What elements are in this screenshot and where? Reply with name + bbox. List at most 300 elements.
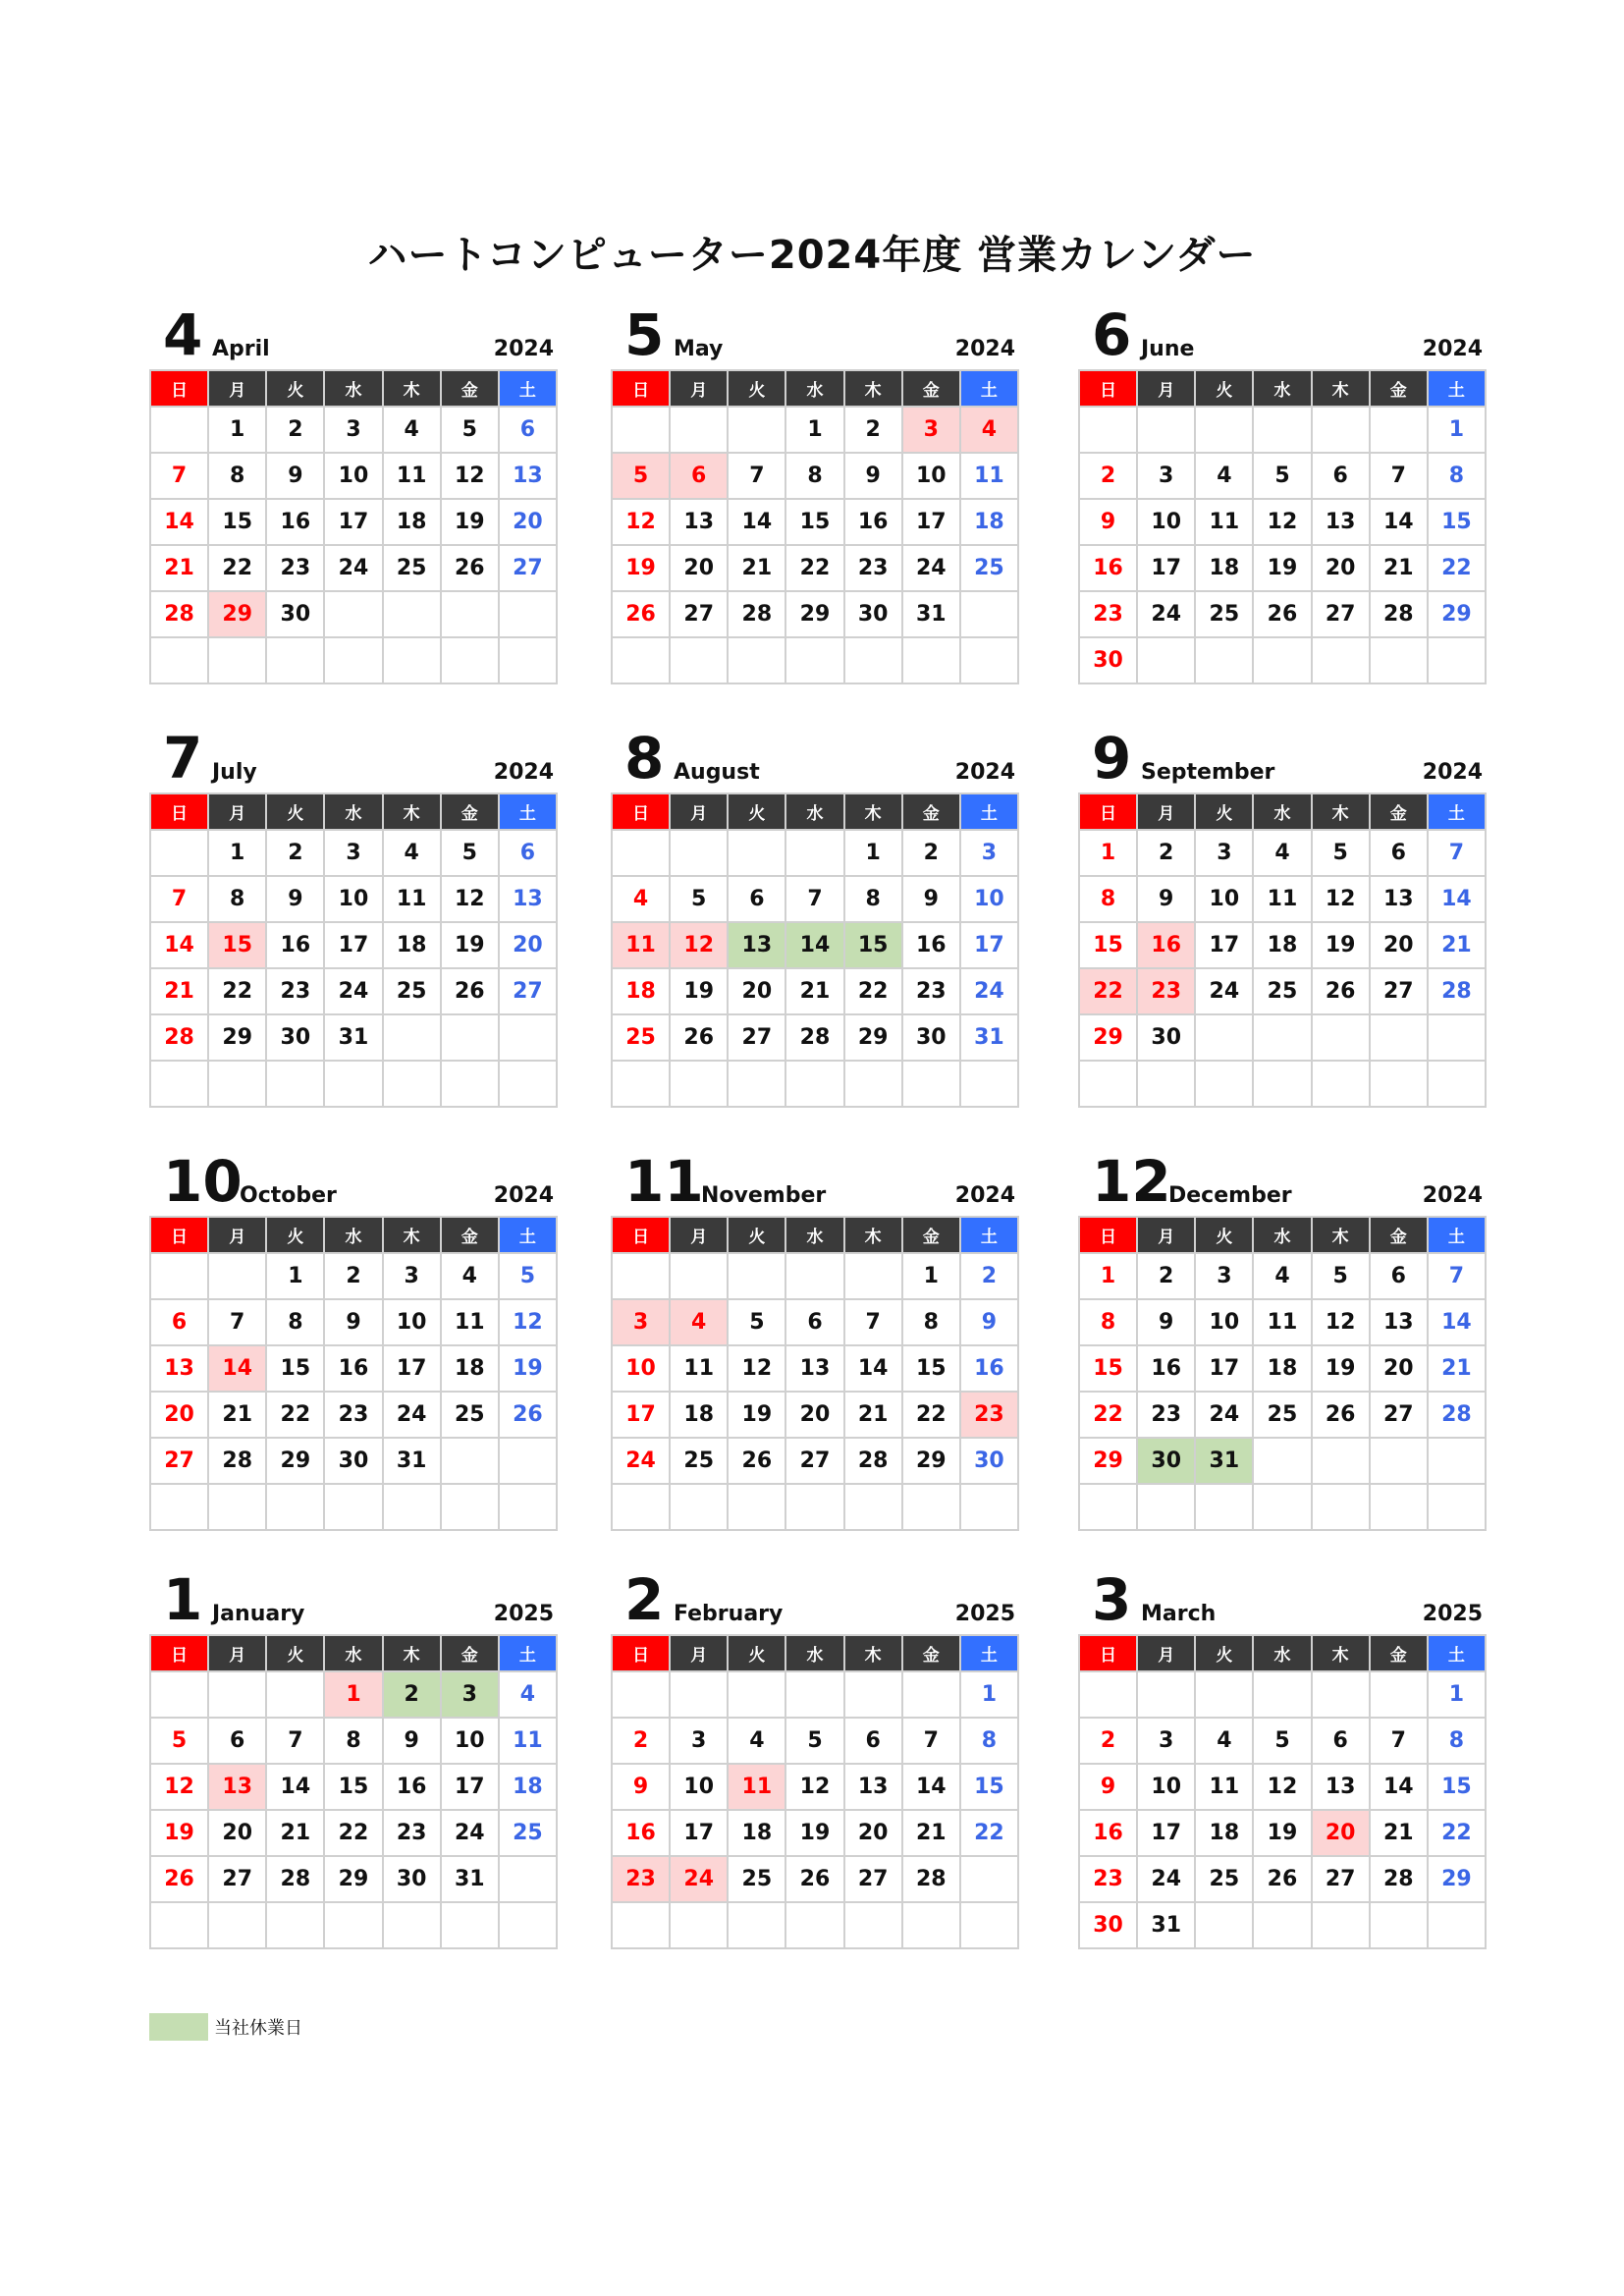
week-row: [1079, 1345, 1486, 1392]
weekday-header: 水: [324, 370, 382, 407]
day-cell: 2: [960, 1253, 1018, 1299]
day-cell: 11: [499, 1718, 557, 1764]
day-cell: 10: [902, 453, 960, 499]
empty-cell: [441, 637, 499, 683]
weekday-header: 土: [960, 370, 1018, 407]
empty-cell: [670, 1253, 728, 1299]
empty-cell: [499, 1438, 557, 1484]
day-cell: 6: [844, 1718, 902, 1764]
empty-cell: [612, 1061, 670, 1107]
day-cell: 15: [844, 922, 902, 968]
week-row: [612, 407, 1018, 453]
weekday-header: 金: [902, 1217, 960, 1253]
empty-cell: [1253, 1014, 1311, 1061]
day-cell: 6: [208, 1718, 266, 1764]
month-header: [1078, 1559, 1487, 1634]
empty-cell: [383, 1014, 441, 1061]
day-cell: 9: [324, 1299, 382, 1345]
day-cell: 1: [844, 830, 902, 876]
day-cell: 20: [1370, 922, 1428, 968]
day-cell: 14: [1428, 1299, 1486, 1345]
day-cell: 7: [150, 453, 208, 499]
day-cell: 20: [499, 499, 557, 545]
day-cell: 2: [266, 407, 324, 453]
month-number: 12: [1092, 1148, 1171, 1215]
day-cell: 11: [670, 1345, 728, 1392]
day-cell: 21: [785, 968, 843, 1014]
week-row: [1079, 1671, 1486, 1718]
week-row: [612, 1345, 1018, 1392]
empty-cell: [1428, 1014, 1486, 1061]
day-cell: 30: [324, 1438, 382, 1484]
day-cell: 12: [728, 1345, 785, 1392]
month-header: [1078, 718, 1487, 793]
empty-cell: [1312, 1902, 1370, 1948]
weekday-header: 水: [324, 1217, 382, 1253]
empty-cell: [383, 591, 441, 637]
month-year: 2024: [954, 337, 1015, 361]
weekday-header: 水: [1253, 1635, 1311, 1671]
day-cell: 21: [1370, 1810, 1428, 1856]
day-cell: 8: [1079, 876, 1137, 922]
empty-cell: [612, 1671, 670, 1718]
weekday-header: 金: [902, 1635, 960, 1671]
day-cell: 22: [1428, 1810, 1486, 1856]
week-row: [612, 830, 1018, 876]
week-row: [612, 637, 1018, 683]
day-cell: 5: [670, 876, 728, 922]
weekday-header: 水: [1253, 370, 1311, 407]
empty-cell: [1312, 1671, 1370, 1718]
day-cell: 21: [1370, 545, 1428, 591]
week-row: [612, 1392, 1018, 1438]
day-cell: 23: [1137, 1392, 1195, 1438]
day-cell: 10: [1195, 876, 1253, 922]
day-cell: 5: [785, 1718, 843, 1764]
day-cell: 5: [612, 453, 670, 499]
empty-cell: [1137, 637, 1195, 683]
month-header: [611, 1559, 1019, 1634]
empty-cell: [150, 1902, 208, 1948]
day-cell: 26: [441, 968, 499, 1014]
empty-cell: [266, 1484, 324, 1530]
day-cell: 22: [208, 968, 266, 1014]
day-cell: 7: [150, 876, 208, 922]
weekday-header: 金: [441, 793, 499, 830]
weekday-header: 日: [612, 1635, 670, 1671]
day-cell: 18: [612, 968, 670, 1014]
empty-cell: [208, 1061, 266, 1107]
day-cell: 12: [670, 922, 728, 968]
empty-cell: [785, 1253, 843, 1299]
weekday-header: 木: [1312, 370, 1370, 407]
empty-cell: [208, 1253, 266, 1299]
day-cell: 10: [1137, 1764, 1195, 1810]
day-cell: 9: [383, 1718, 441, 1764]
weekday-header: 月: [670, 1635, 728, 1671]
day-cell: 12: [150, 1764, 208, 1810]
weekday-header: 月: [208, 1635, 266, 1671]
empty-cell: [150, 407, 208, 453]
day-cell: 27: [785, 1438, 843, 1484]
day-cell: 19: [441, 499, 499, 545]
day-cell: 9: [266, 453, 324, 499]
day-cell: 20: [208, 1810, 266, 1856]
month-november: [611, 1141, 1019, 1531]
day-cell: 9: [266, 876, 324, 922]
week-row: [612, 499, 1018, 545]
day-cell: 27: [1312, 1856, 1370, 1902]
weekday-header: 月: [208, 370, 266, 407]
day-cell: 3: [324, 830, 382, 876]
weekday-header: 金: [902, 370, 960, 407]
empty-cell: [785, 1671, 843, 1718]
day-cell: 17: [383, 1345, 441, 1392]
week-row: [150, 637, 557, 683]
day-cell: 15: [208, 922, 266, 968]
day-cell: 30: [383, 1856, 441, 1902]
empty-cell: [383, 1484, 441, 1530]
month-table: [149, 1634, 558, 1949]
day-cell: 27: [728, 1014, 785, 1061]
empty-cell: [785, 1061, 843, 1107]
weekday-header: 土: [1428, 1217, 1486, 1253]
day-cell: 15: [266, 1345, 324, 1392]
weekday-header-row: [612, 1217, 1018, 1253]
weekday-header: 水: [785, 1217, 843, 1253]
month-year: 2025: [1422, 1602, 1483, 1626]
day-cell: 9: [902, 876, 960, 922]
month-number: 8: [624, 725, 665, 792]
day-cell: 18: [1195, 1810, 1253, 1856]
day-cell: 8: [208, 876, 266, 922]
week-row: [612, 591, 1018, 637]
week-row: [150, 407, 557, 453]
day-cell: 6: [1312, 1718, 1370, 1764]
day-cell: 1: [1079, 1253, 1137, 1299]
day-cell: 4: [728, 1718, 785, 1764]
day-cell: 29: [1428, 1856, 1486, 1902]
page-title: ハートコンピューター2024年度 営業カレンダー: [367, 233, 1257, 278]
day-cell: 22: [785, 545, 843, 591]
week-row: [612, 876, 1018, 922]
day-cell: 16: [383, 1764, 441, 1810]
month-name: May: [674, 337, 724, 361]
day-cell: 10: [441, 1718, 499, 1764]
day-cell: 24: [902, 545, 960, 591]
day-cell: 28: [1370, 591, 1428, 637]
weekday-header: 木: [383, 1217, 441, 1253]
day-cell: 15: [324, 1764, 382, 1810]
day-cell: 3: [1195, 1253, 1253, 1299]
day-cell: 3: [670, 1718, 728, 1764]
day-cell: 17: [902, 499, 960, 545]
day-cell: 28: [844, 1438, 902, 1484]
day-cell: 17: [960, 922, 1018, 968]
day-cell: 1: [1428, 1671, 1486, 1718]
legend: [149, 2013, 302, 2041]
month-table: [149, 369, 558, 684]
day-cell: 20: [844, 1810, 902, 1856]
month-number: 10: [163, 1148, 243, 1215]
empty-cell: [960, 1856, 1018, 1902]
day-cell: 10: [324, 453, 382, 499]
day-cell: 24: [960, 968, 1018, 1014]
day-cell: 22: [1079, 968, 1137, 1014]
day-cell: 7: [728, 453, 785, 499]
day-cell: 25: [1253, 968, 1311, 1014]
weekday-header: 土: [960, 793, 1018, 830]
empty-cell: [960, 637, 1018, 683]
week-row: [150, 1392, 557, 1438]
day-cell: 19: [1312, 922, 1370, 968]
day-cell: 19: [1253, 545, 1311, 591]
empty-cell: [324, 1061, 382, 1107]
day-cell: 20: [670, 545, 728, 591]
day-cell: 30: [960, 1438, 1018, 1484]
week-row: [1079, 830, 1486, 876]
month-table: [611, 1634, 1019, 1949]
weekday-header: 火: [728, 1635, 785, 1671]
empty-cell: [670, 1671, 728, 1718]
day-cell: 15: [208, 499, 266, 545]
weekday-header: 土: [1428, 1635, 1486, 1671]
month-header: [149, 1559, 558, 1634]
day-cell: 14: [902, 1764, 960, 1810]
day-cell: 22: [1428, 545, 1486, 591]
day-cell: 6: [499, 407, 557, 453]
day-cell: 2: [324, 1253, 382, 1299]
month-may: [611, 295, 1019, 684]
day-cell: 11: [383, 876, 441, 922]
weekday-header: 火: [266, 793, 324, 830]
day-cell: 3: [902, 407, 960, 453]
week-row: [150, 1671, 557, 1718]
week-row: [150, 922, 557, 968]
day-cell: 7: [844, 1299, 902, 1345]
empty-cell: [1195, 1902, 1253, 1948]
weekday-header: 日: [1079, 793, 1137, 830]
day-cell: 8: [324, 1718, 382, 1764]
month-name: December: [1168, 1183, 1292, 1208]
weekday-header: 金: [441, 1217, 499, 1253]
empty-cell: [150, 1253, 208, 1299]
day-cell: 28: [1428, 968, 1486, 1014]
week-row: [612, 1014, 1018, 1061]
empty-cell: [1428, 1902, 1486, 1948]
day-cell: 8: [266, 1299, 324, 1345]
week-row: [150, 1764, 557, 1810]
day-cell: 30: [1137, 1438, 1195, 1484]
day-cell: 14: [1428, 876, 1486, 922]
day-cell: 6: [499, 830, 557, 876]
day-cell: 13: [1370, 1299, 1428, 1345]
day-cell: 17: [324, 499, 382, 545]
day-cell: 11: [1253, 1299, 1311, 1345]
empty-cell: [902, 1671, 960, 1718]
empty-cell: [441, 1061, 499, 1107]
empty-cell: [785, 1902, 843, 1948]
day-cell: 23: [902, 968, 960, 1014]
empty-cell: [1370, 1484, 1428, 1530]
day-cell: 4: [1253, 1253, 1311, 1299]
empty-cell: [844, 1061, 902, 1107]
day-cell: 19: [1312, 1345, 1370, 1392]
day-cell: 9: [1137, 1299, 1195, 1345]
day-cell: 6: [150, 1299, 208, 1345]
day-cell: 30: [1079, 637, 1137, 683]
day-cell: 9: [612, 1764, 670, 1810]
day-cell: 4: [383, 830, 441, 876]
day-cell: 2: [612, 1718, 670, 1764]
week-row: [612, 1902, 1018, 1948]
day-cell: 1: [1428, 407, 1486, 453]
week-row: [1079, 637, 1486, 683]
day-cell: 1: [208, 407, 266, 453]
empty-cell: [1079, 1061, 1137, 1107]
month-table: [149, 793, 558, 1108]
day-cell: 22: [960, 1810, 1018, 1856]
month-number: 3: [1092, 1566, 1132, 1633]
empty-cell: [1428, 1061, 1486, 1107]
day-cell: 22: [1079, 1392, 1137, 1438]
empty-cell: [902, 1902, 960, 1948]
empty-cell: [499, 637, 557, 683]
month-february: [611, 1559, 1019, 1949]
day-cell: 13: [785, 1345, 843, 1392]
week-row: [150, 968, 557, 1014]
day-cell: 16: [266, 499, 324, 545]
day-cell: 26: [499, 1392, 557, 1438]
weekday-header-row: [612, 1635, 1018, 1671]
day-cell: 7: [266, 1718, 324, 1764]
day-cell: 13: [1370, 876, 1428, 922]
empty-cell: [728, 1061, 785, 1107]
month-number: 11: [624, 1148, 704, 1215]
empty-cell: [1370, 1902, 1428, 1948]
weekday-header: 日: [612, 370, 670, 407]
weekday-header: 火: [728, 370, 785, 407]
day-cell: 16: [1137, 1345, 1195, 1392]
weekday-header: 土: [499, 1217, 557, 1253]
month-name: August: [674, 760, 760, 785]
empty-cell: [960, 1484, 1018, 1530]
day-cell: 22: [902, 1392, 960, 1438]
empty-cell: [960, 1061, 1018, 1107]
day-cell: 13: [499, 453, 557, 499]
day-cell: 26: [1312, 1392, 1370, 1438]
weekday-header: 日: [150, 1635, 208, 1671]
month-name: April: [212, 337, 270, 361]
weekday-header: 水: [785, 370, 843, 407]
day-cell: 26: [1312, 968, 1370, 1014]
day-cell: 21: [1428, 1345, 1486, 1392]
day-cell: 2: [266, 830, 324, 876]
day-cell: 1: [785, 407, 843, 453]
empty-cell: [1312, 1061, 1370, 1107]
day-cell: 20: [785, 1392, 843, 1438]
weekday-header: 木: [1312, 1217, 1370, 1253]
weekday-header: 土: [960, 1635, 1018, 1671]
empty-cell: [150, 1484, 208, 1530]
empty-cell: [844, 1671, 902, 1718]
month-year: 2024: [1422, 1183, 1483, 1208]
empty-cell: [1312, 1014, 1370, 1061]
day-cell: 8: [1428, 1718, 1486, 1764]
month-march: [1078, 1559, 1487, 1949]
day-cell: 3: [1137, 1718, 1195, 1764]
empty-cell: [441, 1014, 499, 1061]
empty-cell: [208, 1902, 266, 1948]
day-cell: 17: [324, 922, 382, 968]
week-row: [1079, 1392, 1486, 1438]
week-row: [1079, 1253, 1486, 1299]
day-cell: 31: [960, 1014, 1018, 1061]
week-row: [150, 876, 557, 922]
weekday-header: 水: [1253, 793, 1311, 830]
empty-cell: [324, 591, 382, 637]
weekday-header-row: [150, 1635, 557, 1671]
empty-cell: [612, 1253, 670, 1299]
month-year: 2025: [954, 1602, 1015, 1626]
month-name: November: [701, 1183, 827, 1208]
day-cell: 26: [612, 591, 670, 637]
day-cell: 26: [670, 1014, 728, 1061]
day-cell: 11: [728, 1764, 785, 1810]
month-number: 7: [163, 725, 203, 792]
empty-cell: [1312, 407, 1370, 453]
day-cell: 1: [266, 1253, 324, 1299]
day-cell: 22: [844, 968, 902, 1014]
day-cell: 20: [1312, 1810, 1370, 1856]
day-cell: 14: [1370, 499, 1428, 545]
weekday-header: 日: [150, 793, 208, 830]
weekday-header: 日: [612, 1217, 670, 1253]
day-cell: 16: [266, 922, 324, 968]
empty-cell: [1195, 1484, 1253, 1530]
day-cell: 10: [960, 876, 1018, 922]
week-row: [150, 591, 557, 637]
day-cell: 31: [902, 591, 960, 637]
month-header: [611, 718, 1019, 793]
weekday-header: 土: [499, 1635, 557, 1671]
day-cell: 18: [383, 499, 441, 545]
weekday-header: 木: [1312, 1635, 1370, 1671]
day-cell: 11: [383, 453, 441, 499]
empty-cell: [844, 1902, 902, 1948]
empty-cell: [1079, 1484, 1137, 1530]
weekday-header: 日: [1079, 370, 1137, 407]
day-cell: 1: [208, 830, 266, 876]
day-cell: 8: [1079, 1299, 1137, 1345]
day-cell: 2: [1079, 1718, 1137, 1764]
day-cell: 5: [728, 1299, 785, 1345]
day-cell: 26: [728, 1438, 785, 1484]
day-cell: 12: [441, 876, 499, 922]
weekday-header: 月: [1137, 793, 1195, 830]
empty-cell: [728, 830, 785, 876]
empty-cell: [844, 1253, 902, 1299]
weekday-header-row: [150, 793, 557, 830]
day-cell: 30: [1079, 1902, 1137, 1948]
day-cell: 15: [1079, 922, 1137, 968]
weekday-header: 日: [1079, 1635, 1137, 1671]
month-september: [1078, 718, 1487, 1108]
week-row: [1079, 922, 1486, 968]
day-cell: 20: [728, 968, 785, 1014]
day-cell: 17: [670, 1810, 728, 1856]
day-cell: 25: [499, 1810, 557, 1856]
